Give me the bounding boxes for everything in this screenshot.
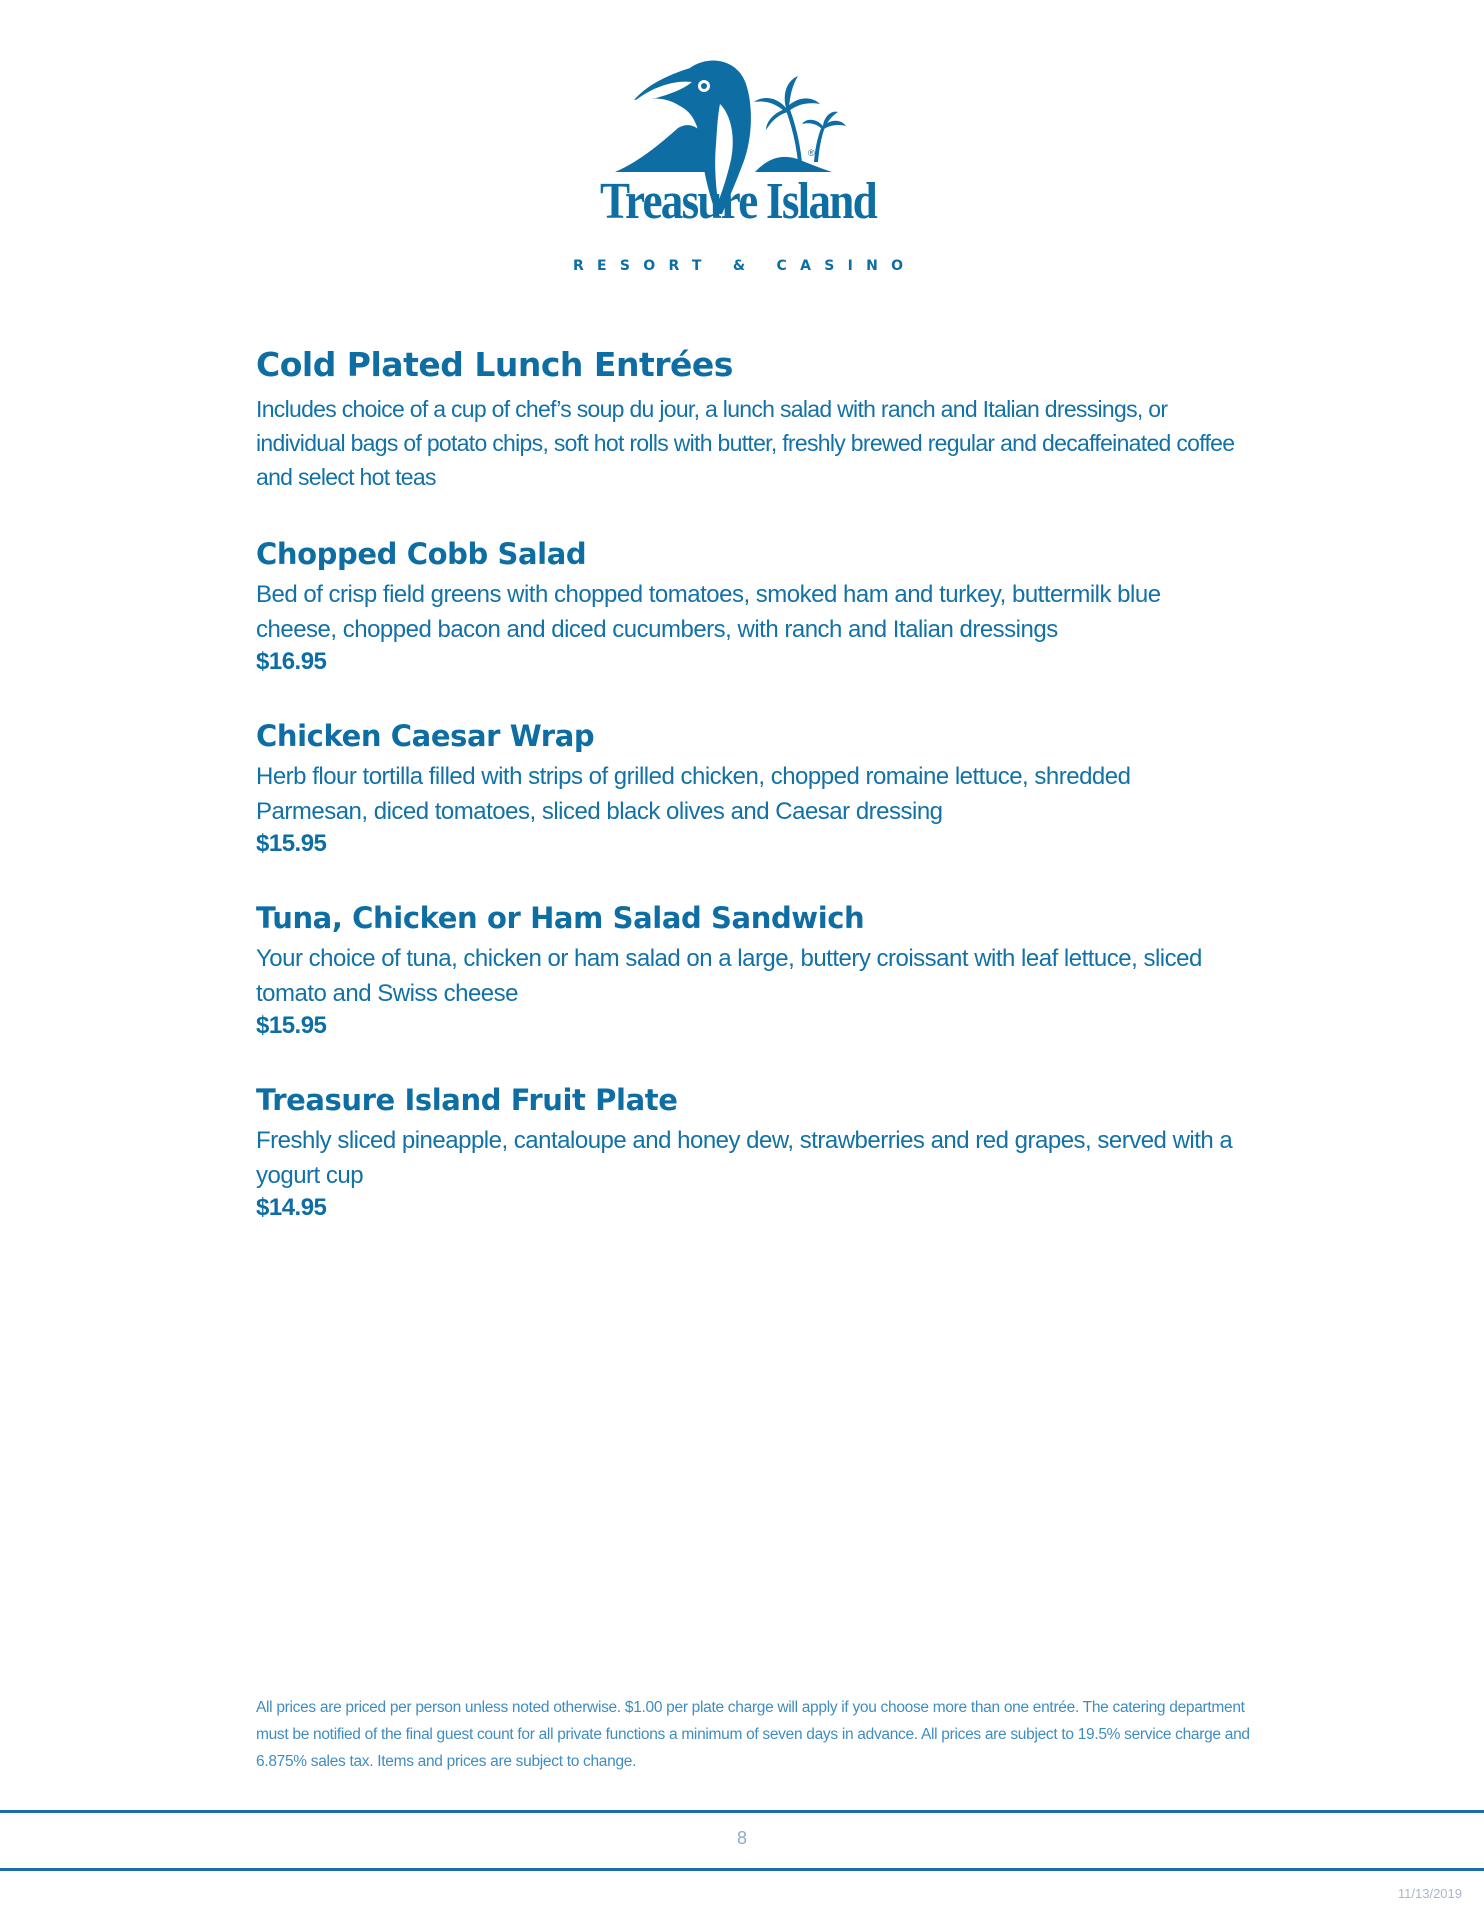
pricing-disclaimer: All prices are priced per person unless noted otherwise. $1.00 per plate charge will apply if you choose more than one entrée. The catering department must be notified of the final guest count for all private functions a minimum of seven days in advance. All prices are subject to 19.5% service charge and 6.875% sales tax. Items and prices are subject to change. <box>256 1699 1250 1770</box>
item-description: Herb flour tortilla filled with strips of grilled chicken, chopped romaine lettuce, shredded Parmesan, diced tomatoes, sliced black olives and Caesar dressing <box>256 763 1131 825</box>
footer-rule-top <box>0 1810 1484 1813</box>
treasure-island-logo <box>570 56 910 276</box>
item-description: Your choice of tuna, chicken or ham salad on a large, buttery croissant with leaf lettuce, sliced tomato and Swiss cheese <box>256 945 1202 1007</box>
footer-rule-bottom <box>0 1868 1484 1871</box>
item-price: $14.95 <box>256 1194 327 1221</box>
menu-content <box>256 345 1256 1222</box>
logo-name: Treasure Island <box>600 173 878 230</box>
item-name: Treasure Island Fruit Plate <box>256 1083 678 1117</box>
item-price: $15.95 <box>256 830 327 857</box>
item-description: Bed of crisp field greens with chopped tomatoes, smoked ham and turkey, buttermilk blue cheese, chopped bacon and diced cucumbers, with ranch and Italian dressings <box>256 581 1161 643</box>
item-price: $15.95 <box>256 1012 327 1039</box>
item-price: $16.95 <box>256 648 327 675</box>
item-description: Freshly sliced pineapple, cantaloupe and honey dew, strawberries and red grapes, served with a yogurt cup <box>256 1127 1233 1189</box>
intro-section <box>256 345 1256 494</box>
menu-item-fruit-plate <box>256 1083 1256 1222</box>
date-stamp: 11/13/2019 <box>1397 1886 1462 1901</box>
palm-tree-icon <box>754 76 846 162</box>
intro-description: Includes choice of a cup of chef’s soup du jour, a lunch salad with ranch and Italian dressings, or individual bags of potato chips, soft hot rolls with butter, freshly brewed regular and decaffeinated coffee and select hot teas <box>256 396 1235 490</box>
menu-item-salad-sandwich <box>256 901 1256 1040</box>
page-number: 8 <box>736 1828 747 1848</box>
item-name: Tuna, Chicken or Ham Salad Sandwich <box>256 901 865 935</box>
menu-item-cobb-salad <box>256 537 1256 676</box>
logo-subtitle: RESORT & CASINO <box>573 258 903 274</box>
menu-item-caesar-wrap <box>256 719 1256 858</box>
registered-mark: ® <box>808 148 815 158</box>
item-name: Chopped Cobb Salad <box>256 537 587 571</box>
page-title: Cold Plated Lunch Entrées <box>256 345 733 384</box>
item-name: Chicken Caesar Wrap <box>256 719 595 753</box>
